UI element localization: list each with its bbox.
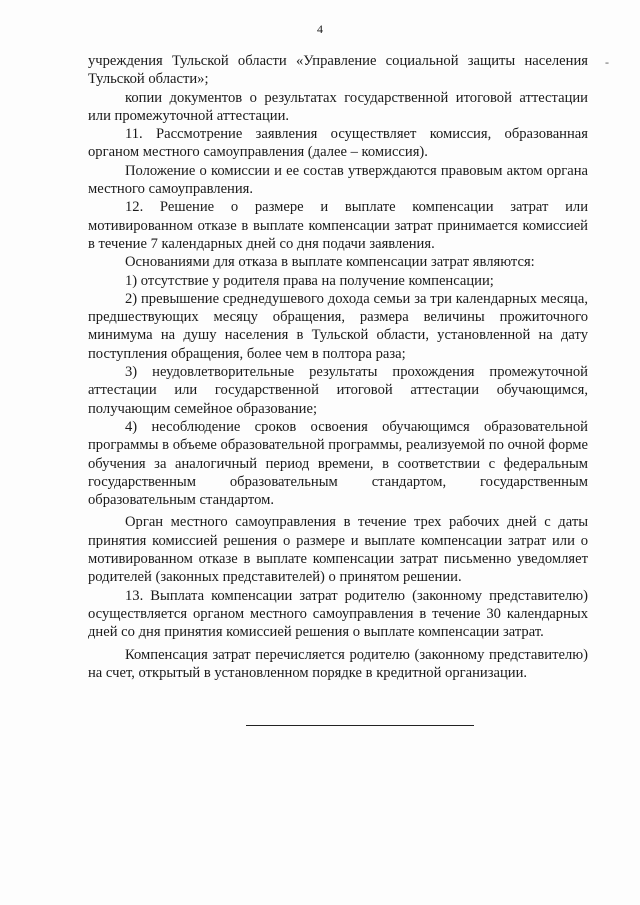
paragraph-notification: Орган местного самоуправления в течение трех рабочих дней с даты принятия комиссией решения о размере и выплате компенсации затрат или о мотивированном отказе в выплате компенсации затрат письменно уведомляет родителей (законных представителей) о принятом решении. [88, 514, 588, 586]
page-number: 4 [317, 22, 323, 36]
paragraph-refusal-grounds: Основаниями для отказа в выплате компенсации затрат являются: [125, 254, 535, 271]
paragraph-attestation-copies: копии документов о результатах государственной итоговой аттестации или промежуточной аттестации. [88, 89, 588, 124]
margin-mark: - [605, 55, 609, 69]
paragraph-transfer: Компенсация затрат перечисляется родителю (законному представителю) на счет, открытый в установленном порядке в кредитной организации. [88, 646, 588, 681]
list-item-2: 2) превышение среднедушевого дохода семьи за три календарных месяца, предшествующих месяцу обращения, размера величины прожиточного минимума на душу населения в Тульской области, установленной на дату поступления обращения, более чем в полтора раза; [88, 290, 588, 362]
paragraph-item-13: 13. Выплата компенсации затрат родителю (законному представителю) осуществляется органом местного самоуправления в течение 30 календарных дней со дня принятия комиссией решения о выплате компенсации затрат. [88, 587, 588, 641]
paragraph-item-11: 11. Рассмотрение заявления осуществляет комиссия, образованная органом местного самоуправления (далее – комиссия). [88, 126, 588, 161]
paragraph-commission-regulation: Положение о комиссии и ее состав утверждаются правовым актом органа местного самоуправления. [88, 162, 588, 198]
end-divider [246, 725, 474, 726]
paragraph-continuation: учреждения Тульской области «Управление социальной защиты населения Тульской области»; [88, 53, 588, 88]
document-body [88, 52, 588, 682]
list-item-1: 1) отсутствие у родителя права на получение компенсации; [125, 272, 494, 289]
list-item-4: 4) несоблюдение сроков освоения обучающимся образовательной программы в объеме образовательной программы, реализуемой по очной форме обучения за аналогичный период времени, в соответствии с федеральным государственным образовательным стандартом, государственным образовательным стандартом. [88, 418, 588, 509]
paragraph-item-12: 12. Решение о размере и выплате компенсации затрат или мотивированном отказе в выплате компенсации затрат принимается комиссией в течение 7 календарных дней со дня подачи заявления. [88, 199, 588, 252]
list-item-3: 3) неудовлетворительные результаты прохождения промежуточной аттестации или государственной итоговой аттестации обучающимся, получающим семейное образование; [88, 364, 588, 417]
